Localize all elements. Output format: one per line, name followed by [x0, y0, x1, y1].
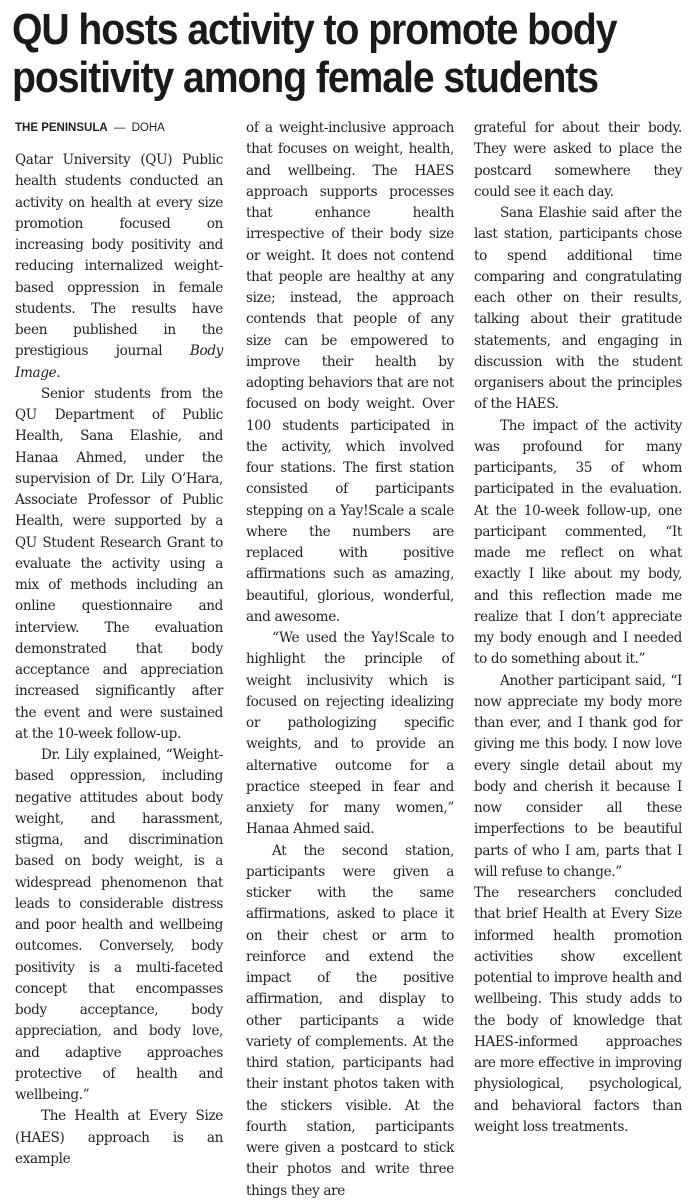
paragraph-conclusion: The researchers concluded that brief Health at Every Size informed health promotion activities show excellent potential to improve health and wellbeing. This study adds to the body of knowledge that HAES-informed approaches are more effective in improving physiological, psychological, and behavioral factors than weight loss treatments.: [474, 885, 682, 1135]
paragraph-haes-start: The Health at Every Size (HAES) approach is an example: [15, 1108, 223, 1167]
paragraph-sana-elashie: Sana Elashie said after the last station, participants chose to spend additional time comparing and congratulating each other on their results, talking about their gratitude statements, and engaging in discussion with the student organisers about the principles of the HAES.: [474, 205, 682, 413]
byline: [15, 122, 165, 134]
article-column-3: [474, 118, 682, 1138]
headline-line-1: QU hosts activity to promote body: [12, 5, 617, 54]
byline-separator: —: [113, 122, 126, 134]
journal-name: Body Image: [15, 343, 223, 381]
paragraph-stations-continued: grateful for about their body. They were asked to place the postcard somewhere they could see it each day.: [474, 120, 682, 200]
headline-line-2: positivity among female students: [12, 53, 598, 102]
intro-end: .: [56, 364, 61, 381]
paragraph-stations: At the second station, participants were given a sticker with the same affirmations, asked to place it on their chest or arm to reinforce and extend the impact of the positive affirmation, and display to other participants a wide variety of complements. At the third station, participants had their instant photos taken with the stickers visible. At the fourth station, participants were given a postcard to stick their photos and write three things they are: [246, 842, 454, 1199]
paragraph-haes-continued: of a weight-inclusive approach that focuses on weight, health, and wellbeing. The HAES approach supports processes that enhance health irrespective of their body size or weight. It does not contend that people are healthy at any size; instead, the approach contends that people of any size can be empowered to improve their health by adopting behaviors that are not focused on body weight. Over 100 students participated in the activity, which involved four stations. The first station consisted of participants stepping on a Yay!Scale a scale where the numbers are replaced with positive affirmations such as amazing, beautiful, glorious, wonderful, and awesome.: [246, 120, 454, 625]
paragraph-intro: [15, 150, 223, 384]
byline-location: DOHA: [131, 122, 165, 134]
article-column-1: [15, 150, 223, 1170]
paragraph-dr-lily-quote: Dr. Lily explained, “Weight-based oppression, including negative attitudes about body weight, and harassment, stigma, and discrimination based on body weight, is a widespread phenomenon that leads to considerable distress and poor health and wellbeing outcomes. Conversely, body positivity is a multi-faceted concept that encompasses body acceptance, body appreciation, and body love, and adaptive approaches protective of health and wellbeing.”: [15, 747, 223, 1103]
paragraph-senior-students: Senior students from the QU Department of Public Health, Sana Elashie, and Hanaa Ahmed, under the supervision of Dr. Lily O’Hara, Associate Professor of Public Health, were supported by a QU Student Research Grant to evaluate the activity using a mix of methods including an online questionnaire and interview. The evaluation demonstrated that body acceptance and appreciation increased significantly after the event and were sustained at the 10-week follow-up.: [15, 385, 223, 742]
paragraph-impact: The impact of the activity was profound for many participants, 35 of whom participated in the evaluation. At the 10-week follow-up, one participant commented, “It made me reflect on what exactly I like about my body, and this reflection made me realize that I don’t appreciate my body enough and I needed to do something about it.”: [474, 417, 682, 668]
byline-publication: THE PENINSULA: [15, 122, 108, 134]
paragraph-hanaa-quote: “We used the Yay!Scale to highlight the principle of weight inclusivity which is focused on rejecting idealizing or pathologizing specific weights, and to provide an alternative outcome for a practice steeped in fear and anxiety for many women,” Hanaa Ahmed said.: [246, 630, 454, 838]
paragraph-another-participant: Another participant said, “I now appreciate my body more than ever, and I thank god for giving me this body. I now love every single detail about my body and cherish it because I now consider all these imperfections to be beautiful parts of who I am, parts that I will refuse to change.”: [474, 672, 682, 880]
article-headline: [12, 5, 617, 102]
article-column-2: [246, 118, 454, 1202]
intro-text: Qatar University (QU) Public health students conducted an activity on health at every size promotion focused on increasing body positivity and reducing internalized weight-based oppression in female students. The results have been published in the prestigious journal: [15, 152, 223, 360]
